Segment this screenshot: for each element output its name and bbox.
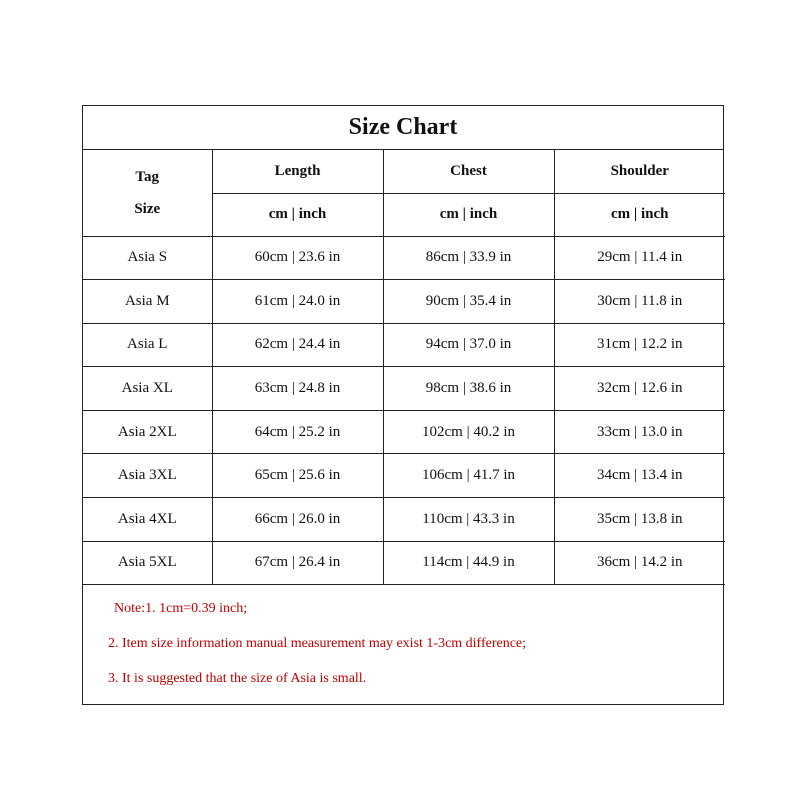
note-line: 2. Item size information manual measurement may exist 1-3cm difference;	[108, 636, 527, 652]
chest-cell: 86cm | 33.9 in	[383, 236, 554, 280]
size-cell: Asia M	[83, 280, 212, 324]
table-row	[83, 323, 725, 367]
header-tag-label: Tag	[135, 168, 160, 185]
notes-section	[83, 585, 723, 702]
length-cell: 62cm | 24.4 in	[212, 323, 383, 367]
table-row	[83, 541, 725, 585]
length-cell: 61cm | 24.0 in	[212, 280, 383, 324]
shoulder-cell: 32cm | 12.6 in	[554, 367, 725, 411]
shoulder-cell: 31cm | 12.2 in	[554, 323, 725, 367]
chest-cell: 114cm | 44.9 in	[383, 541, 554, 585]
table-row	[83, 410, 725, 454]
chest-cell: 102cm | 40.2 in	[383, 410, 554, 454]
shoulder-cell: 36cm | 14.2 in	[554, 541, 725, 585]
length-cell: 64cm | 25.2 in	[212, 410, 383, 454]
unit-shoulder: cm | inch	[554, 193, 725, 236]
size-cell: Asia 4XL	[83, 498, 212, 542]
size-table	[83, 150, 725, 585]
size-chart	[82, 105, 724, 705]
table-row	[83, 454, 725, 498]
shoulder-cell: 33cm | 13.0 in	[554, 410, 725, 454]
shoulder-cell: 35cm | 13.8 in	[554, 498, 725, 542]
size-cell: Asia 3XL	[83, 454, 212, 498]
chest-cell: 98cm | 38.6 in	[383, 367, 554, 411]
size-cell: Asia L	[83, 323, 212, 367]
chest-cell: 90cm | 35.4 in	[383, 280, 554, 324]
shoulder-cell: 34cm | 13.4 in	[554, 454, 725, 498]
length-cell: 60cm | 23.6 in	[212, 236, 383, 280]
chest-cell: 94cm | 37.0 in	[383, 323, 554, 367]
chest-cell: 110cm | 43.3 in	[383, 498, 554, 542]
header-size-label: Size	[134, 200, 161, 217]
size-cell: Asia S	[83, 236, 212, 280]
header-chest: Chest	[383, 150, 554, 193]
shoulder-cell: 30cm | 11.8 in	[554, 280, 725, 324]
shoulder-cell: 29cm | 11.4 in	[554, 236, 725, 280]
size-cell: Asia XL	[83, 367, 212, 411]
chest-cell: 106cm | 41.7 in	[383, 454, 554, 498]
note-line: 3. It is suggested that the size of Asia is small.	[108, 671, 367, 687]
table-row	[83, 280, 725, 324]
table-row	[83, 367, 725, 411]
length-cell: 67cm | 26.4 in	[212, 541, 383, 585]
length-cell: 65cm | 25.6 in	[212, 454, 383, 498]
chart-title: Size Chart	[83, 106, 723, 150]
header-shoulder: Shoulder	[554, 150, 725, 193]
header-row-measurements	[83, 150, 725, 193]
note-line: Note:1. 1cm=0.39 inch;	[114, 601, 248, 617]
header-length: Length	[212, 150, 383, 193]
size-cell: Asia 2XL	[83, 410, 212, 454]
length-cell: 66cm | 26.0 in	[212, 498, 383, 542]
unit-length: cm | inch	[212, 193, 383, 236]
length-cell: 63cm | 24.8 in	[212, 367, 383, 411]
header-tag-size	[83, 150, 212, 236]
size-cell: Asia 5XL	[83, 541, 212, 585]
table-row	[83, 498, 725, 542]
unit-chest: cm | inch	[383, 193, 554, 236]
table-row	[83, 236, 725, 280]
